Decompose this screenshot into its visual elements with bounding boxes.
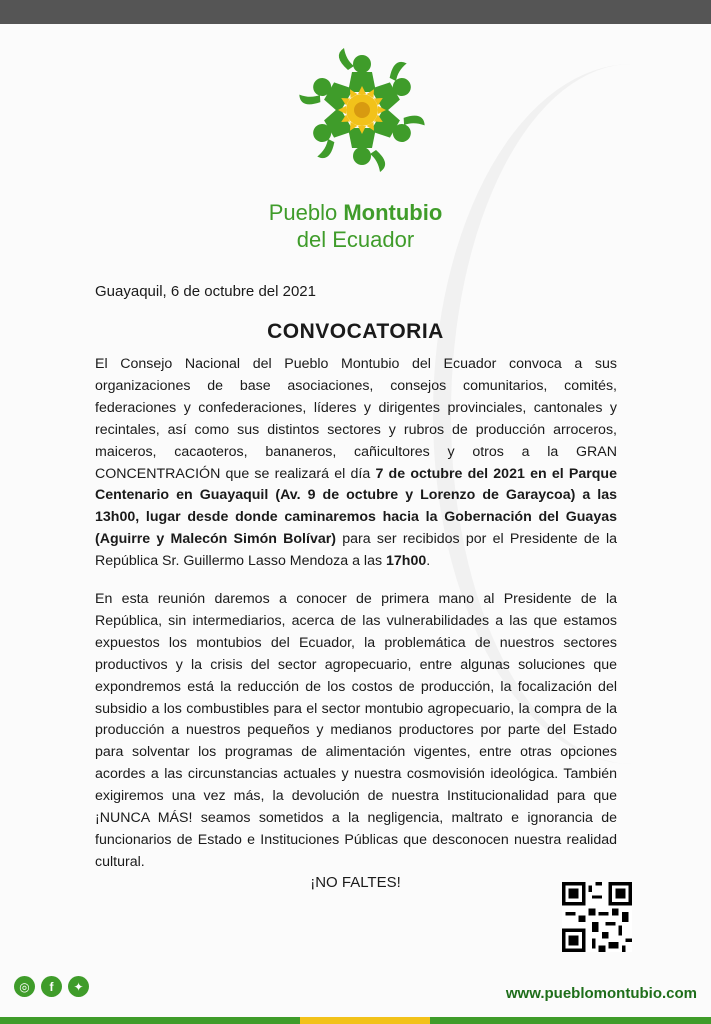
instagram-icon[interactable]: ◎ [14, 976, 35, 997]
closing-line: ¡NO FALTES! [310, 874, 401, 891]
document-title: CONVOCATORIA [267, 320, 444, 343]
facebook-icon[interactable]: f [41, 976, 62, 997]
website-link[interactable]: www.pueblomontubio.com [505, 985, 697, 1002]
paragraph-1: El Consejo Nacional del Pueblo Montubio del Ecuador convoca a sus organizaciones de base asociaciones, consejos comunitarios, comités, federaciones y confederaciones, líderes y dirigentes provinciales, cantonales y recintales, así como sus distintos sectores y rubros de producción arroceros, maiceros, cacaoteros, bananeros, cañicultores y otros a la GRAN CONCENTRACIÓN que se realizará el día 7 de octubre del 2021 en el Parque Centenario en Guayaquil (Av. 9 de octubre y Lorenzo de Garaycoa) a las 13h00, lugar desde donde caminaremos hacia la Gobernación del Guayas (Aguirre y Malecón Simón Bolívar) para ser recibidos por el Presidente de la República Sr. Guillermo Lasso Mendoza a las 17h00. [95, 356, 617, 570]
org-name-line2: del Ecuador [296, 227, 415, 252]
social-links [14, 976, 89, 997]
letter-date: Guayaquil, 6 de octubre del 2021 [95, 283, 316, 300]
pueblo-montubio-logo-icon [298, 38, 426, 188]
bottom-color-bar [0, 1017, 711, 1024]
document-page [0, 24, 711, 1024]
paragraph-2: En esta reunión daremos a conocer de primera mano al Presidente de la República, sin intermediarios, acerca de las vulnerabilidades a las que estamos expuestos los montubios del Ecuador, la problemática de nuestros sectores productivos y la crisis del sector agropecuario, entre algunas soluciones que expondremos está la reducción de los costos de producción, la focalización del subsidio a los combustibles para el sector montubio agropecuario, la compra de la producción a nuestros pequeños y medianos productores por parte del Estado para solventar los programas de alimentación vigentes, entre otras opciones acordes a las circunstancias actuales y nuestra cosmovisión ideológica. También exigiremos una vez más, la devolución de nuestra Institucionalidad para que ¡NUNCA MÁS! seamos sometidos a la negligencia, maltrato e ignorancia de funcionarios de Estado e Instituciones Públicas que desconocen nuestra realidad cultural. [95, 591, 617, 870]
qr-code-icon [562, 882, 632, 952]
org-name-line1: Pueblo Montubio [268, 200, 443, 225]
top-bar [0, 0, 711, 24]
twitter-icon[interactable]: ✦ [68, 976, 89, 997]
